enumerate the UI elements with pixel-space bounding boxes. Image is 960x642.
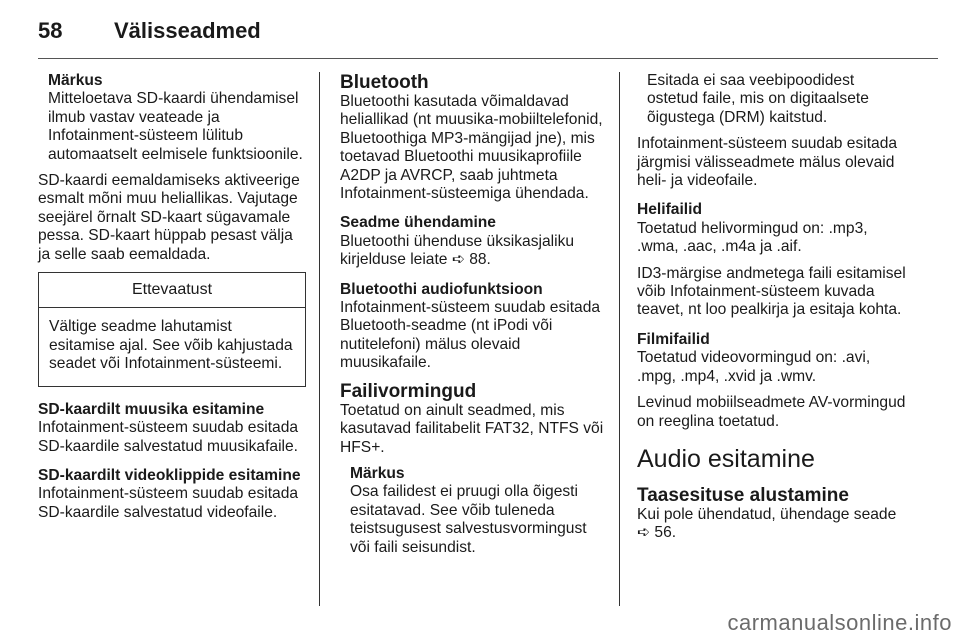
column-middle xyxy=(340,72,608,565)
heading-audio-playback: Audio esitamine xyxy=(637,444,815,473)
bluetooth-paragraph: Bluetoothi kasutada võimaldavad heliallikad (nt muusika-mobiiltelefonid, Bluetoothiga MP3-mängijad jne), mis toetavad Bluetoothi muusikaprofiile A2DP ja AVRCP, saab juhtmeta Infotainment-süsteemiga ühendada. xyxy=(340,93,603,203)
heading-file-formats: Failivormingud xyxy=(340,380,477,402)
note-heading: Märkus xyxy=(48,72,103,89)
watermark: carmanualsonline.info xyxy=(727,610,952,635)
caution-text: Vältige seadme lahutamist esitamise ajal. See võib kahjustada seadet või Infotainment-süsteemi. xyxy=(49,318,293,373)
sd-remove-paragraph: SD-kaardi eemaldamiseks aktiveerige esmalt mõni muu heliallikas. Vajutage seejärel õrnalt SD-kaart sügavamale pessa. SD-kaart hüppab pesast välja ja selle saab eemaldada. xyxy=(38,172,300,263)
column-divider-2 xyxy=(619,72,620,606)
start-playback-paragraph: Kui pole ühendatud, ühendage seade ➪ 56. xyxy=(637,505,897,542)
bt-audio-paragraph: Infotainment-süsteem suudab esitada Bluetooth-seadme (nt iPodi või nutitelefoni) mälus olevaid muusikafaile. xyxy=(340,299,601,372)
caution-title: Ettevaatust xyxy=(39,273,305,308)
heading-sd-music: SD-kaardilt muusika esitamine xyxy=(38,400,265,418)
note-block xyxy=(48,72,306,164)
column-right xyxy=(637,72,909,551)
sd-video-paragraph: Infotainment-süsteem suudab esitada SD-kaardile salvestatud videofaile. xyxy=(38,485,299,521)
header-divider xyxy=(38,58,938,59)
heading-sd-video: SD-kaardilt videoklippide esitamine xyxy=(38,466,301,484)
note-text: Mitteloetava SD-kaardi ühendamisel ilmub vastav veateade ja Infotainment-süsteem lülitub automaatselt eelmisele funktsioonile. xyxy=(48,90,303,163)
heading-device-connect: Seadme ühendamine xyxy=(340,214,496,232)
video-files-paragraph: Toetatud videovormingud on: .avi, .mpg, .mp4, .xvid ja .wmv. xyxy=(637,349,871,385)
audio-files-paragraph: Toetatud helivormingud on: .mp3, .wma, .aac, .m4a ja .aif. xyxy=(637,219,868,256)
heading-video-files: Filmifailid xyxy=(637,330,710,348)
caution-box xyxy=(38,272,306,387)
column-left xyxy=(38,72,306,530)
note-block-2 xyxy=(350,465,608,557)
heading-bluetooth: Bluetooth xyxy=(340,72,429,93)
heading-start-playback: Taasesituse alustamine xyxy=(637,484,849,506)
device-connect-paragraph: Bluetoothi ühenduse üksikasjaliku kirjelduse leiate ➪ 88. xyxy=(340,232,575,269)
note-heading-2: Märkus xyxy=(350,464,405,482)
intro-paragraph: Infotainment-süsteem suudab esitada järgmisi välisseadmete mälus olevaid heli- ja videofaile. xyxy=(637,135,898,190)
note-continuation: Esitada ei saa veebipoodidest ostetud faile, mis on digitaalsete õigustega (DRM) kaitstud. xyxy=(647,72,869,126)
heading-bt-audio: Bluetoothi audiofunktsioon xyxy=(340,280,543,298)
av-formats-paragraph: Levinud mobiilseadmete AV-vormingud on reeglina toetatud. xyxy=(637,394,906,430)
page-number: 58 xyxy=(38,18,63,43)
page-title: Välisseadmed xyxy=(114,18,261,43)
column-divider-1 xyxy=(319,72,320,606)
id3-paragraph: ID3-märgise andmetega faili esitamisel võib Infotainment-süsteem kuvada teavet, nt loo pealkirja ja esitaja kohta. xyxy=(637,264,906,319)
file-formats-paragraph: Toetatud on ainult seadmed, mis kasutavad failitabelit FAT32, NTFS või HFS+. xyxy=(340,401,604,456)
note-text-2: Osa failidest ei pruugi olla õigesti esitatavad. See võib tuleneda teistsugusest salvestusvormingust või faili seisundist. xyxy=(350,483,587,556)
heading-audio-files: Helifailid xyxy=(637,201,702,219)
sd-music-paragraph: Infotainment-süsteem suudab esitada SD-kaardile salvestatud muusikafaile. xyxy=(38,419,299,455)
